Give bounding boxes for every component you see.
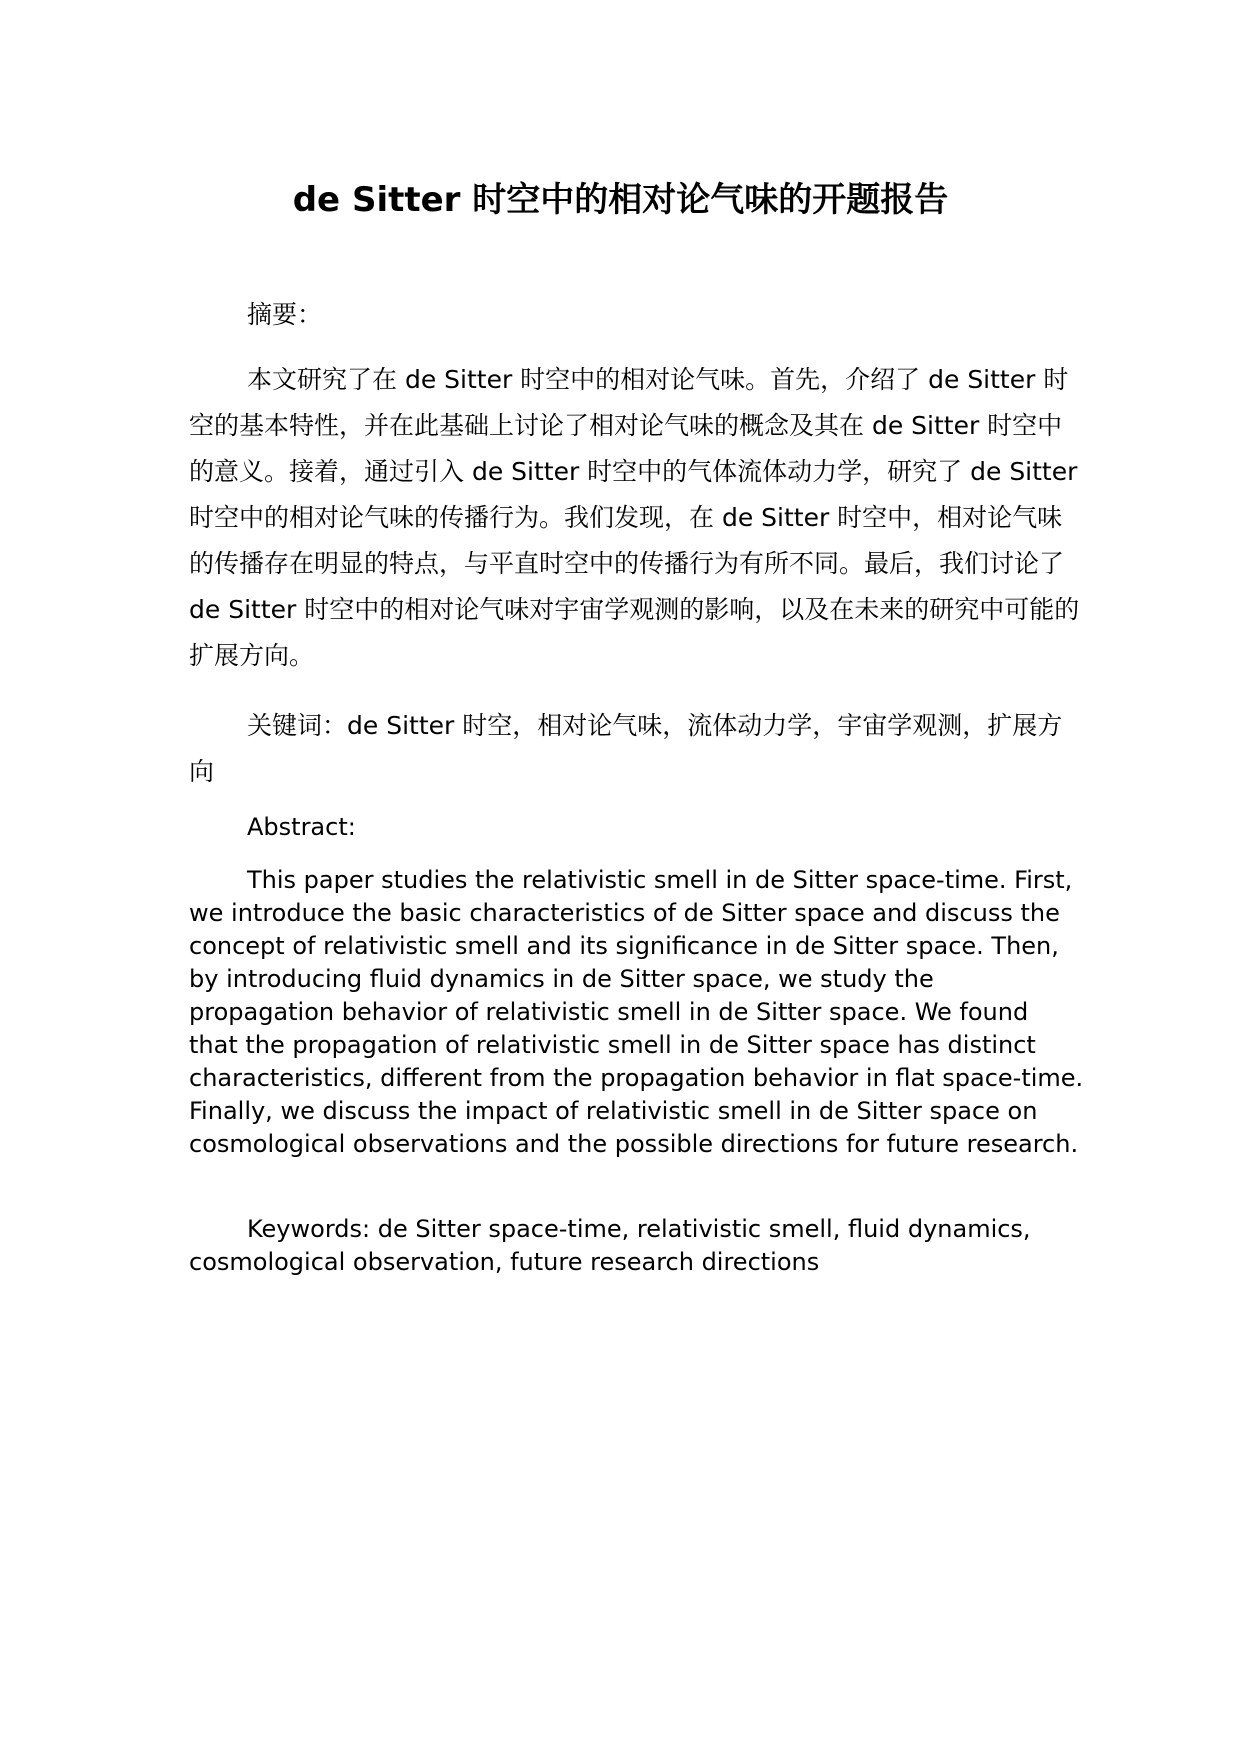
zh-abstract-body: 本文研究了在 de Sitter 时空中的相对论气味。首先，介绍了 de Sitter 时空的基本特性，并在此基础上讨论了相对论气味的概念及其在 de Sitter 时空中的意义。接着，通过引入 de Sitter 时空中的气体流体动力学，研究了 de Sitter 时空中的相对论气味的传播行为。我们发现，在 de Sitter 时空中，相对论气味的传播存在明显的特点，与平直时空中的传播行为有所不同。最后，我们讨论了 de Sitter 时空中的相对论气味对宇宙学观测的影响，以及在未来的研究中可能的扩展方向。: [189, 365, 1080, 670]
zh-keywords-label: 关键词：: [247, 711, 348, 740]
zh-abstract-heading: 摘要：: [247, 300, 323, 329]
en-keywords-list: de Sitter space-time, relativistic smell, fluid dynamics, cosmological observation, future research directions: [189, 1215, 1031, 1276]
document-title: de Sitter 时空中的相对论气味的开题报告: [292, 180, 949, 220]
en-abstract-body: This paper studies the relativistic smell in de Sitter space-time. First, we introduce the basic characteristics of de Sitter space and discuss the concept of relativistic smell and its significance in de Sitter space. Then, by introducing fluid dynamics in de Sitter space, we study the propagation behavior of relativistic smell in de Sitter space. We found that the propagation of relativistic smell in de Sitter space has distinct characteristics, different from the propagation behavior in flat space-time. Finally, we discuss the impact of relativistic smell in de Sitter space on cosmological observations and the possible directions for future research.: [189, 866, 1084, 1158]
en-keywords-label: Keywords:: [247, 1215, 378, 1243]
en-abstract-heading: Abstract:: [247, 813, 356, 841]
zh-keywords-list: de Sitter 时空，相对论气味，流体动力学，宇宙学观测，扩展方向: [189, 711, 1063, 786]
en-keywords-paragraph: [189, 1213, 1084, 1279]
zh-keywords-paragraph: [189, 703, 1084, 795]
